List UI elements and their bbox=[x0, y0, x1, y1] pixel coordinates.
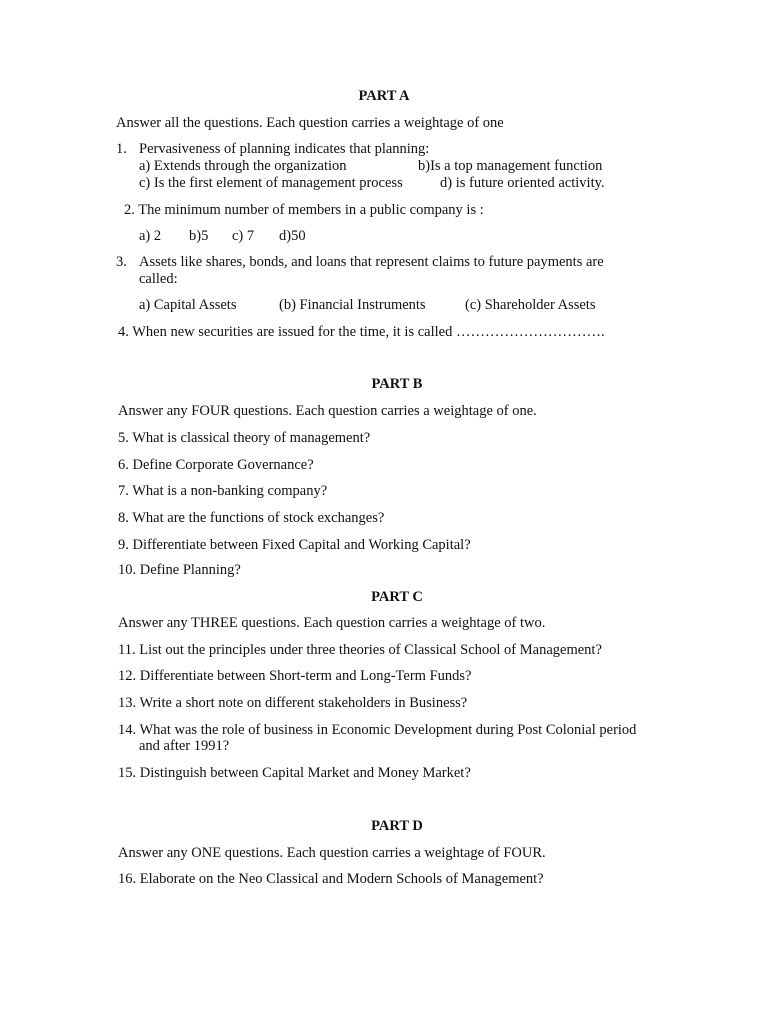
question-number: 3. bbox=[116, 254, 127, 270]
option-a: a) Capital Assets bbox=[139, 297, 237, 313]
option-b: (b) Financial Instruments bbox=[279, 297, 426, 313]
part-a-heading: PART A bbox=[358, 88, 410, 104]
option-b: b)Is a top management function bbox=[418, 158, 603, 174]
option-c: c) 7 bbox=[232, 228, 255, 244]
part-c-heading: PART C bbox=[371, 589, 423, 605]
question-12: 12. Differentiate between Short-term and Long-Term Funds? bbox=[118, 668, 472, 684]
part-d-heading: PART D bbox=[371, 818, 423, 834]
question-16: 16. Elaborate on the Neo Classical and Modern Schools of Management? bbox=[118, 871, 544, 887]
part-c-instruction: Answer any THREE questions. Each question carries a weightage of two. bbox=[118, 615, 546, 631]
question-9: 9. Differentiate between Fixed Capital and Working Capital? bbox=[118, 537, 471, 553]
question-5: 5. What is classical theory of management? bbox=[118, 430, 371, 446]
question-number: 1. bbox=[116, 141, 127, 157]
question-11: 11. List out the principles under three theories of Classical School of Management? bbox=[118, 642, 602, 658]
part-d-instruction: Answer any ONE questions. Each question carries a weightage of FOUR. bbox=[118, 845, 546, 861]
question-8: 8. What are the functions of stock exchanges? bbox=[118, 510, 385, 526]
question-6: 6. Define Corporate Governance? bbox=[118, 457, 314, 473]
question-4: 4. When new securities are issued for the time, it is called …………………………. bbox=[118, 324, 605, 340]
option-a: a) 2 bbox=[139, 228, 162, 244]
part-b-heading: PART B bbox=[371, 376, 423, 392]
question-text-line-1: Assets like shares, bonds, and loans that represent claims to future payments are bbox=[139, 254, 604, 270]
question-15: 15. Distinguish between Capital Market and Money Market? bbox=[118, 765, 471, 781]
question-10: 10. Define Planning? bbox=[118, 562, 241, 578]
question-13: 13. Write a short note on different stakeholders in Business? bbox=[118, 695, 468, 711]
question-14-line-2: and after 1991? bbox=[139, 738, 230, 754]
question-text: Pervasiveness of planning indicates that planning: bbox=[139, 141, 430, 157]
option-b: b)5 bbox=[189, 228, 209, 244]
question-text-line-2: called: bbox=[139, 271, 178, 287]
question-text: 2. The minimum number of members in a public company is : bbox=[124, 202, 484, 218]
question-14-line-1: 14. What was the role of business in Economic Development during Post Colonial period bbox=[118, 722, 637, 738]
option-d: d)50 bbox=[279, 228, 306, 244]
option-a: a) Extends through the organization bbox=[139, 158, 347, 174]
part-a-instruction: Answer all the questions. Each question carries a weightage of one bbox=[116, 115, 504, 131]
option-c: c) Is the first element of management process bbox=[139, 175, 403, 191]
part-b-instruction: Answer any FOUR questions. Each question carries a weightage of one. bbox=[118, 403, 537, 419]
option-d: d) is future oriented activity. bbox=[440, 175, 605, 191]
question-7: 7. What is a non-banking company? bbox=[118, 483, 328, 499]
option-c: (c) Shareholder Assets bbox=[465, 297, 596, 313]
